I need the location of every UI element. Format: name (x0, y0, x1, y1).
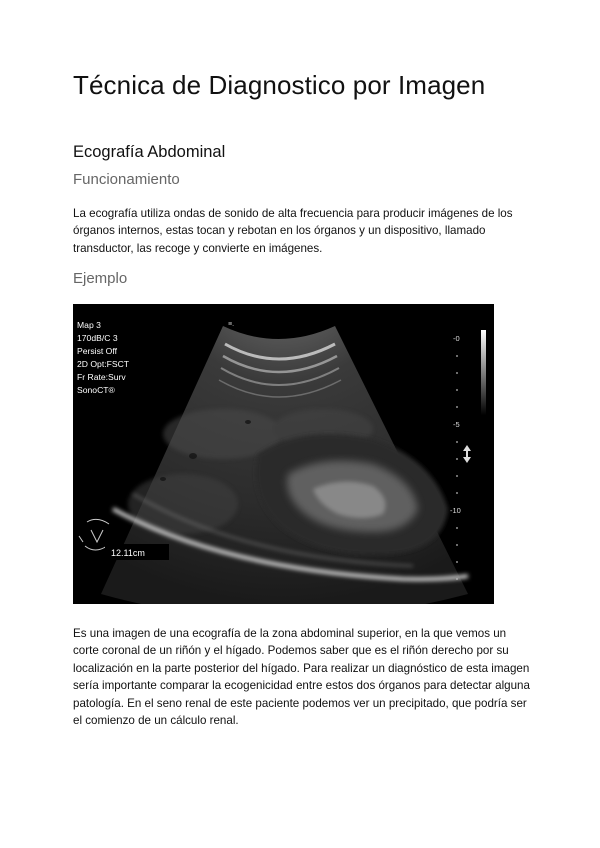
setting-sonoct: SonoCT® (77, 385, 115, 395)
setting-2d-opt: 2D Opt:FSCT (77, 359, 130, 369)
depth-label-10: -10 (450, 506, 461, 515)
depth-label-0: -0 (453, 334, 460, 343)
ultrasound-image (73, 304, 494, 604)
depth-label-5: -5 (453, 420, 460, 429)
probe-marker-icon: ≡. (228, 321, 235, 328)
setting-db: 170dB/C 3 (77, 333, 118, 343)
setting-frame-rate: Fr Rate:Surv (77, 372, 126, 382)
measurement-value: 12.11cm (111, 548, 145, 558)
section-heading: Ecografía Abdominal (73, 143, 226, 161)
subsection-heading-ejemplo: Ejemplo (73, 270, 128, 287)
grayscale-bar (481, 330, 486, 415)
setting-map: Map 3 (77, 320, 101, 330)
paragraph-funcionamiento: La ecografía utiliza ondas de sonido de alta frecuencia para producir imágenes de los órganos internos, estas tocan y rebotan en los órganos y un dispositivo, llamado transductor, las recoge y convierte en imágenes. (73, 207, 513, 255)
subsection-heading-funcionamiento: Funcionamiento (73, 171, 180, 188)
paragraph-ejemplo: Es una imagen de una ecografía de la zona abdominal superior, en la que vemos un corte coronal de un riñón y el hígado. Podemos saber que es el riñón derecho por su localización en la parte posterior del hígado. Para realizar un diagnóstico de esta imagen sería importante comparar la ecogenicidad entre estos dos órganos para detectar alguna patología. En el seno renal de este paciente podemos ver un precipitado, que podría ser el comienzo de un cálculo renal. (73, 627, 530, 728)
page-title: Técnica de Diagnostico por Imagen (73, 70, 486, 100)
setting-persist: Persist Off (77, 346, 117, 356)
